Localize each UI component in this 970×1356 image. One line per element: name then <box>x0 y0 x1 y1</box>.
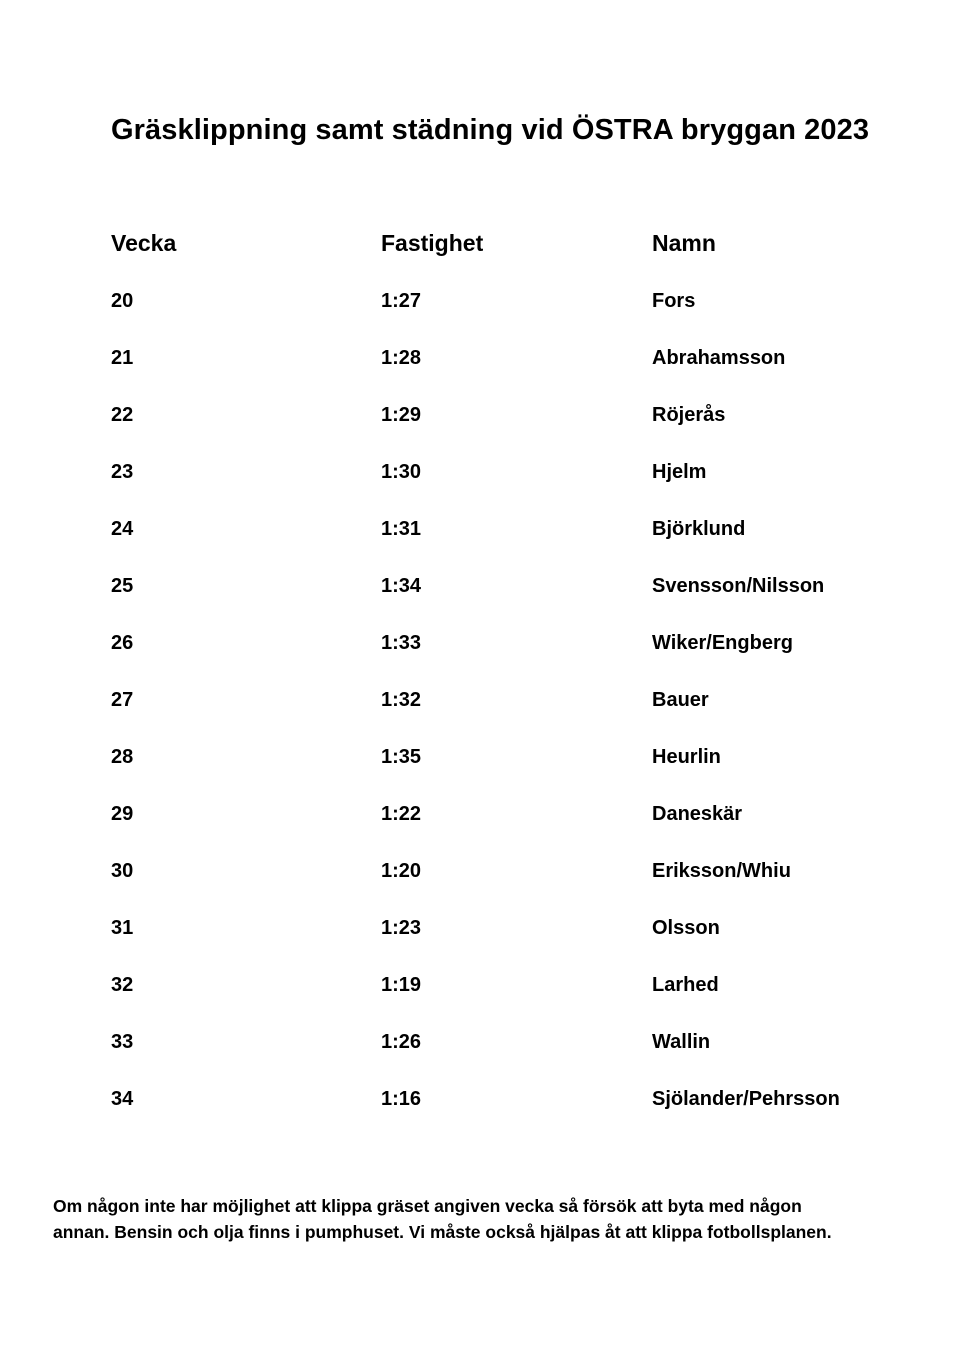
week-cell: 22 <box>111 404 134 426</box>
name-cell: Daneskär <box>652 803 743 825</box>
week-cell: 31 <box>111 917 134 939</box>
table-row <box>111 286 871 343</box>
table-row <box>111 514 871 571</box>
property-cell: 1:33 <box>381 632 422 654</box>
week-cell: 28 <box>111 746 134 768</box>
property-cell: 1:31 <box>381 518 422 540</box>
name-cell: Abrahamsson <box>652 347 786 369</box>
name-cell: Wiker/Engberg <box>652 632 793 654</box>
week-cell: 30 <box>111 860 134 882</box>
table-row <box>111 970 871 1027</box>
property-cell: 1:34 <box>381 575 422 597</box>
header-vecka: Vecka <box>111 230 177 256</box>
table-header-row <box>111 226 871 286</box>
week-cell: 33 <box>111 1031 134 1053</box>
header-fastighet: Fastighet <box>381 230 484 256</box>
header-namn: Namn <box>652 230 716 256</box>
week-cell: 34 <box>111 1088 134 1110</box>
week-cell: 29 <box>111 803 134 825</box>
table-row <box>111 628 871 685</box>
week-cell: 24 <box>111 518 134 540</box>
property-cell: 1:19 <box>381 974 422 996</box>
schedule-table <box>111 226 871 1141</box>
table-row <box>111 457 871 514</box>
property-cell: 1:28 <box>381 347 422 369</box>
week-cell: 26 <box>111 632 134 654</box>
name-cell: Hjelm <box>652 461 707 483</box>
page-title: Gräsklippning samt städning vid ÖSTRA bryggan 2023 <box>111 114 870 146</box>
week-cell: 23 <box>111 461 134 483</box>
table-row <box>111 856 871 913</box>
table-row <box>111 913 871 970</box>
table-body <box>111 286 871 1141</box>
footer-line-2: annan. Bensin och olja finns i pumphuset. Vi måste också hjälpas åt att klippa fotbollsplanen. <box>53 1222 832 1242</box>
name-cell: Eriksson/Whiu <box>652 860 791 882</box>
table-row <box>111 1027 871 1084</box>
name-cell: Björklund <box>652 518 746 540</box>
table-row <box>111 799 871 856</box>
week-cell: 21 <box>111 347 134 369</box>
property-cell: 1:22 <box>381 803 422 825</box>
week-cell: 20 <box>111 290 134 312</box>
property-cell: 1:30 <box>381 461 422 483</box>
week-cell: 27 <box>111 689 134 711</box>
property-cell: 1:23 <box>381 917 422 939</box>
property-cell: 1:20 <box>381 860 422 882</box>
name-cell: Bauer <box>652 689 709 711</box>
name-cell: Wallin <box>652 1031 711 1053</box>
name-cell: Röjerås <box>652 404 726 426</box>
name-cell: Heurlin <box>652 746 721 768</box>
name-cell: Sjölander/Pehrsson <box>652 1088 840 1110</box>
week-cell: 32 <box>111 974 134 996</box>
property-cell: 1:27 <box>381 290 422 312</box>
name-cell: Svensson/Nilsson <box>652 575 825 597</box>
property-cell: 1:29 <box>381 404 422 426</box>
property-cell: 1:32 <box>381 689 422 711</box>
property-cell: 1:16 <box>381 1088 422 1110</box>
table-row <box>111 742 871 799</box>
name-cell: Fors <box>652 290 696 312</box>
footer-line-1: Om någon inte har möjlighet att klippa gräset angiven vecka så försök att byta med någon <box>53 1196 802 1216</box>
table-row <box>111 571 871 628</box>
week-cell: 25 <box>111 575 134 597</box>
table-row <box>111 685 871 742</box>
footer-note <box>53 1193 933 1245</box>
name-cell: Olsson <box>652 917 720 939</box>
property-cell: 1:35 <box>381 746 422 768</box>
table-row <box>111 400 871 457</box>
table-row <box>111 1084 871 1141</box>
name-cell: Larhed <box>652 974 719 996</box>
table-row <box>111 343 871 400</box>
property-cell: 1:26 <box>381 1031 422 1053</box>
